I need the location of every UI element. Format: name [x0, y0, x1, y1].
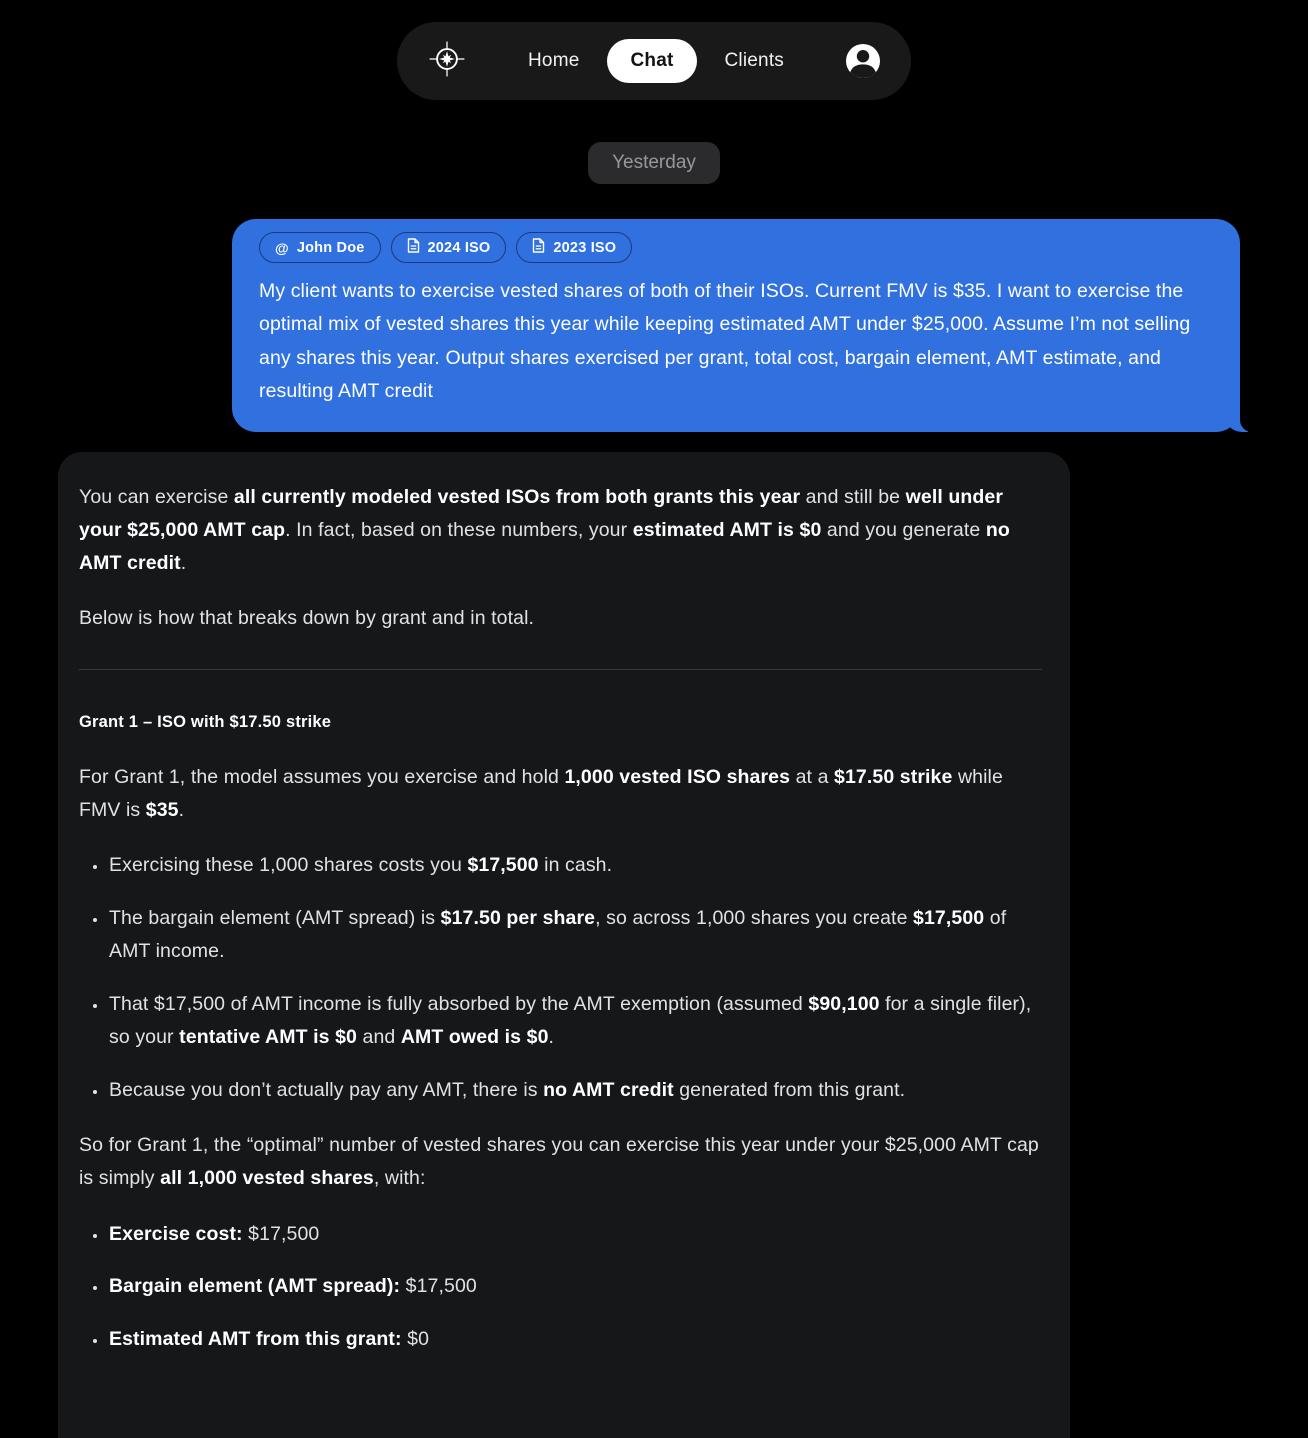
list-item: • That $17,500 of AMT income is fully absorbed by the AMT exemption (assumed $90,100 for a single filer), so your tentative AMT is $0 and AMT owed is $0. — [108, 988, 1042, 1055]
user-message-text: My client wants to exercise vested shares of both of their ISOs. Current FMV is $35. I want to exercise the optimal mix of vested shares this year while keeping estimated AMT under $25,000. Assume I’m not selling any shares this year. Output shares exercised per grant, total cost, bargain element, AMT estimate, and resulting AMT credit — [259, 280, 1191, 403]
top-navigation — [397, 22, 911, 100]
chip-label: 2024 ISO — [427, 239, 491, 256]
at-icon: @ — [275, 239, 289, 256]
chip-label: 2023 ISO — [553, 239, 617, 256]
nav-links — [514, 39, 798, 83]
section-divider — [79, 669, 1042, 670]
document-icon — [407, 238, 420, 257]
grant1-summary-list — [79, 1218, 1042, 1356]
grant1-intro-paragraph: For Grant 1, the model assumes you exercise and hold 1,000 vested ISO shares at a $17.50 strike while FMV is $35. — [79, 765, 1003, 822]
compass-icon — [428, 40, 466, 83]
grant1-detail-list — [79, 849, 1042, 1106]
list-item: • Exercise cost: $17,500 — [108, 1218, 1042, 1251]
assistant-intro-followup: Below is how that breaks down by grant and in total. — [79, 606, 535, 629]
nav-item-home[interactable]: Home — [528, 50, 580, 71]
list-item: • The bargain element (AMT spread) is $17.50 per share, so across 1,000 shares you create $17,500 of AMT income. — [108, 902, 1042, 969]
list-item: • Exercising these 1,000 shares costs you $17,500 in cash. — [108, 849, 1042, 882]
chip-2024-iso[interactable] — [391, 232, 507, 263]
nav-item-chat[interactable]: Chat — [607, 39, 696, 83]
assistant-message-bubble — [58, 452, 1070, 1438]
compass-logo-button[interactable] — [427, 41, 467, 81]
list-item: • Because you don’t actually pay any AMT, there is no AMT credit generated from this grant. — [108, 1074, 1042, 1107]
list-item: • Bargain element (AMT spread): $17,500 — [108, 1270, 1042, 1303]
assistant-message-row — [0, 452, 1308, 1438]
user-avatar-icon — [845, 66, 881, 83]
document-icon — [532, 238, 545, 257]
nav-item-clients[interactable]: Clients — [724, 50, 784, 71]
user-avatar-button[interactable] — [845, 43, 881, 79]
user-message-row — [0, 219, 1308, 432]
chip-2023-iso[interactable] — [516, 232, 632, 263]
user-message-bubble — [232, 219, 1240, 432]
assistant-intro-paragraph: You can exercise all currently modeled vested ISOs from both grants this year and still be well under your $25,000 AMT cap. In fact, based on these numbers, your estimated AMT is $0 and you generate no AMT credit. — [79, 485, 1010, 575]
grant1-heading: Grant 1 – ISO with $17.50 strike — [79, 713, 332, 732]
chip-label: John Doe — [296, 239, 365, 256]
date-separator: Yesterday — [588, 142, 720, 184]
list-item: • Estimated AMT from this grant: $0 — [108, 1323, 1042, 1356]
chip-client-john-doe[interactable] — [259, 232, 381, 263]
context-chip-row — [259, 232, 1212, 263]
grant1-summary-paragraph: So for Grant 1, the “optimal” number of vested shares you can exercise this year under your $25,000 AMT cap is simply all 1,000 vested shares, with: — [79, 1133, 1039, 1190]
